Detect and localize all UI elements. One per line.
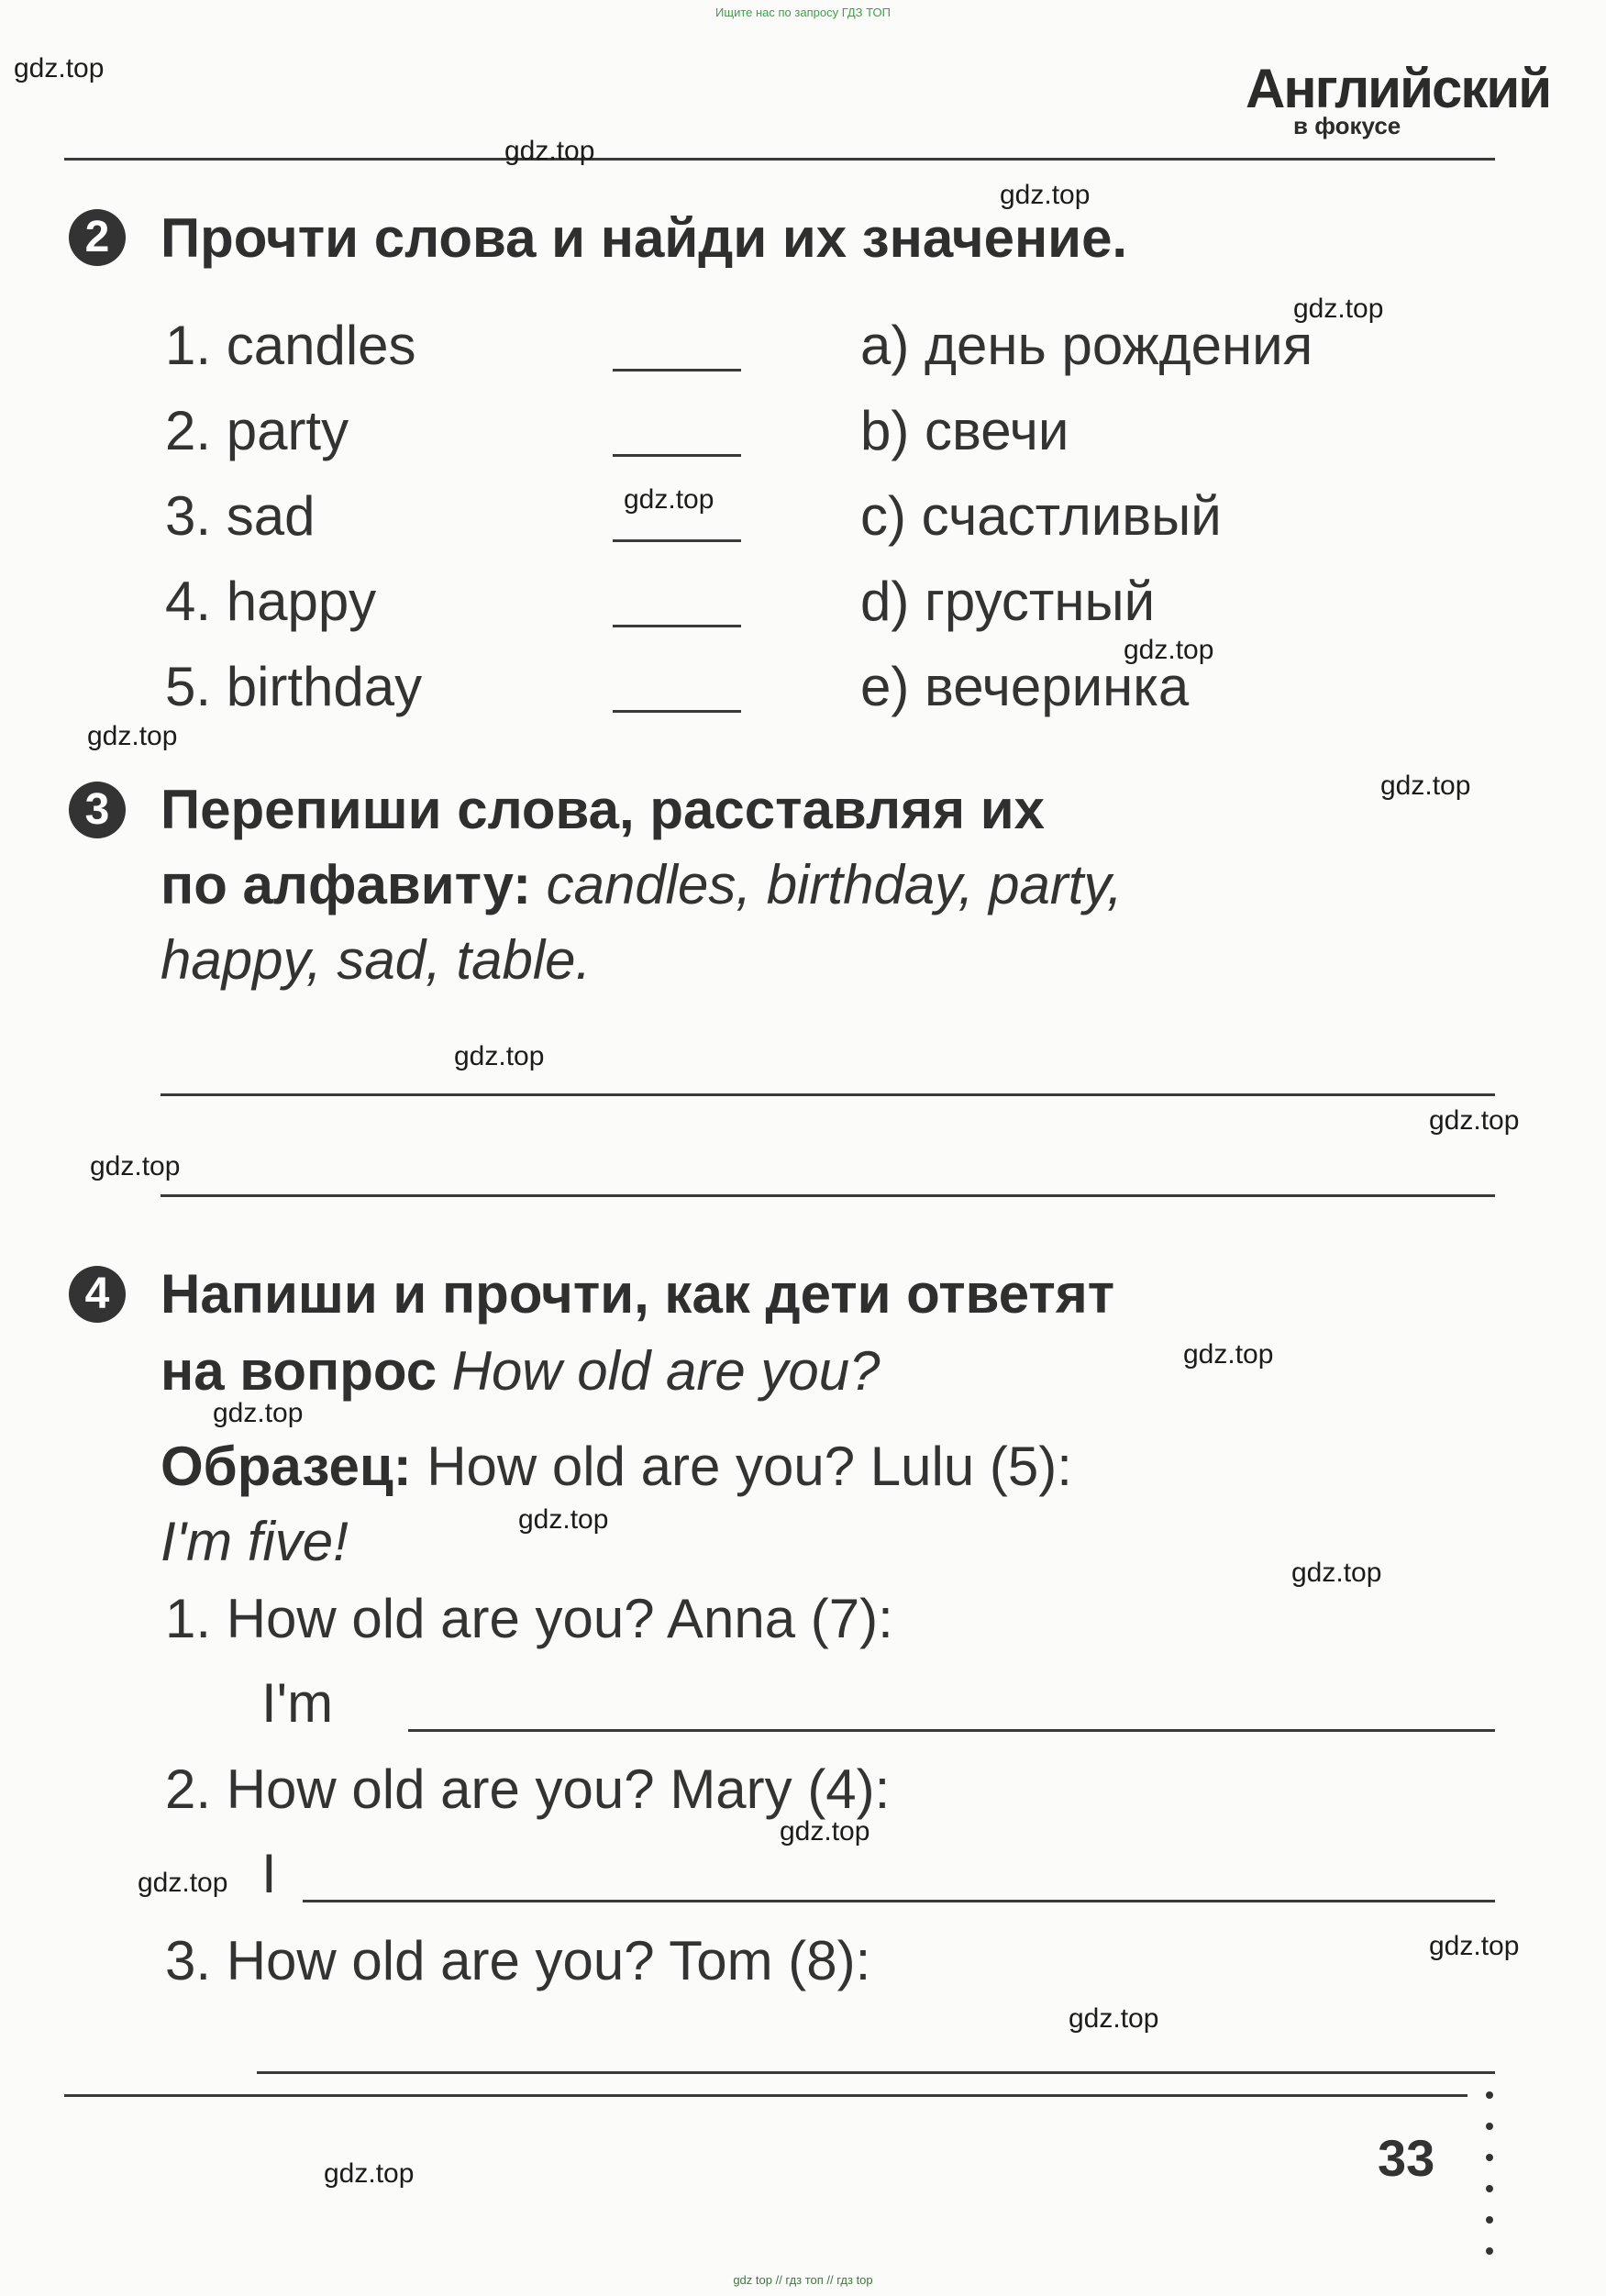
meaning-d: d) грустный xyxy=(860,571,1156,632)
watermark: gdz.top xyxy=(1124,635,1214,665)
exercise-2-title: Прочти слова и найди их значение. xyxy=(161,207,1128,269)
watermark: gdz.top xyxy=(1183,1339,1274,1370)
exercise-3-number: 3 xyxy=(69,782,126,838)
exercise-2-number: 2 xyxy=(69,209,126,266)
watermark: gdz.top xyxy=(324,2158,415,2189)
margin-dot xyxy=(1486,2091,1493,2099)
meaning-e: e) вечеринка xyxy=(860,656,1190,717)
margin-dot xyxy=(1486,2123,1493,2130)
answer-blank-2[interactable] xyxy=(613,454,741,457)
meaning-a: a) день рождения xyxy=(860,315,1313,376)
exercise-3-alphabet-label: по алфавиту: xyxy=(161,854,532,915)
sample-text: How old are you? Lulu (5): xyxy=(426,1436,1072,1497)
writing-line-1[interactable] xyxy=(161,1093,1495,1096)
margin-dots xyxy=(1486,2091,1495,2279)
answer-blank-5[interactable] xyxy=(613,710,741,713)
sample-answer: I'm five! xyxy=(161,1511,349,1572)
word-3: 3. sad xyxy=(165,485,316,547)
watermark: gdz.top xyxy=(213,1398,304,1428)
watermark: gdz.top xyxy=(504,136,595,166)
watermark: gdz.top xyxy=(1380,771,1471,801)
watermark: gdz.top xyxy=(138,1868,228,1898)
question-2: 2. How old are you? Mary (4): xyxy=(165,1758,891,1820)
watermark: gdz.top xyxy=(518,1504,609,1535)
watermark: gdz.top xyxy=(780,1816,870,1847)
sample-line xyxy=(161,1435,1072,1498)
watermark: gdz.top xyxy=(90,1151,181,1181)
watermark: gdz.top xyxy=(1069,2003,1159,2034)
writing-line-2[interactable] xyxy=(161,1194,1495,1197)
answer-line-1[interactable] xyxy=(408,1729,1495,1732)
exercise-3-words-part-2: happy, sad, table. xyxy=(161,929,592,991)
word-2: 2. party xyxy=(165,400,349,461)
answer-1-prefix: I'm xyxy=(261,1672,334,1734)
exercise-4-line-2 xyxy=(161,1339,881,1403)
margin-dot xyxy=(1486,2247,1493,2255)
margin-dot xyxy=(1486,2216,1493,2224)
exercise-4-question-label: на вопрос xyxy=(161,1340,437,1402)
margin-dot xyxy=(1486,2185,1493,2192)
watermark: gdz.top xyxy=(454,1041,545,1071)
word-5: 5. birthday xyxy=(165,656,423,717)
word-1: 1. candles xyxy=(165,315,416,376)
watermark: gdz.top xyxy=(624,484,714,515)
word-4: 4. happy xyxy=(165,571,377,632)
answer-blank-3[interactable] xyxy=(613,539,741,542)
exercise-3-line-2 xyxy=(161,853,1123,916)
book-logo-subtitle: в фокусе xyxy=(1293,112,1401,139)
answer-blank-4[interactable] xyxy=(613,625,741,627)
exercise-4-number: 4 xyxy=(69,1266,126,1323)
page-number: 33 xyxy=(1378,2129,1435,2187)
watermark: gdz.top xyxy=(1429,1105,1520,1136)
question-3: 3. How old are you? Tom (8): xyxy=(165,1930,871,1991)
exercise-3-words-part-1: candles, birthday, party, xyxy=(546,854,1123,915)
bottom-note: gdz top // гдз топ // гдз top xyxy=(733,2273,873,2287)
top-search-note: Ищите нас по запросу ГДЗ ТОП xyxy=(715,6,891,19)
meaning-b: b) свечи xyxy=(860,400,1069,461)
margin-dot xyxy=(1486,2154,1493,2161)
answer-line-2[interactable] xyxy=(303,1900,1495,1902)
footer-rule xyxy=(64,2094,1468,2097)
meaning-c: c) счастливый xyxy=(860,485,1222,547)
watermark: gdz.top xyxy=(87,721,178,751)
answer-line-3[interactable] xyxy=(257,2071,1495,2074)
watermark: gdz.top xyxy=(1293,294,1384,324)
exercise-3-title: Перепиши слова, расставляя их xyxy=(161,779,1046,840)
book-logo: Английский xyxy=(1246,58,1551,119)
answer-blank-1[interactable] xyxy=(613,369,741,372)
watermark: gdz.top xyxy=(14,53,105,83)
sample-label: Образец: xyxy=(161,1436,412,1497)
answer-2-prefix: I xyxy=(261,1843,277,1904)
question-1: 1. How old are you? Anna (7): xyxy=(165,1588,893,1649)
exercise-4-title: Напиши и прочти, как дети ответят xyxy=(161,1263,1115,1325)
watermark: gdz.top xyxy=(1429,1931,1520,1961)
exercise-4-question: How old are you? xyxy=(451,1340,881,1402)
watermark: gdz.top xyxy=(1000,180,1091,210)
header-rule xyxy=(64,158,1495,161)
watermark: gdz.top xyxy=(1291,1558,1382,1588)
